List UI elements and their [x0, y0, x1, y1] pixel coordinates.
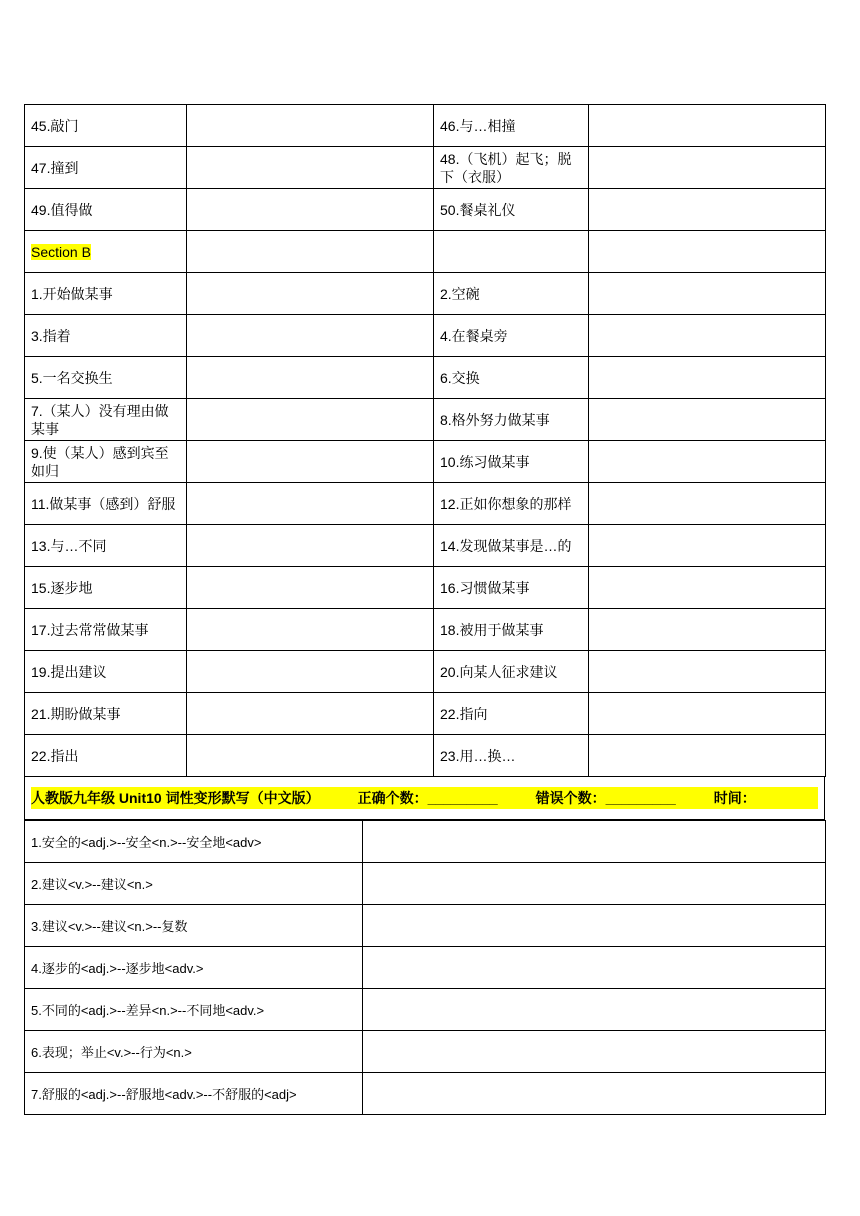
section-b-label: Section B: [31, 243, 91, 260]
answer-cell[interactable]: [187, 651, 434, 693]
table-row: [25, 1030, 826, 1072]
answer-cell[interactable]: [589, 735, 826, 777]
answer-cell[interactable]: [187, 147, 434, 189]
answer-cell[interactable]: [187, 567, 434, 609]
answer-cell[interactable]: [589, 441, 826, 483]
prompt-cell: [434, 147, 589, 189]
table-row: [25, 946, 826, 988]
prompt-cell: [25, 315, 187, 357]
prompt-cell: [25, 105, 187, 147]
prompt-cell: [25, 399, 187, 441]
prompt-text: 48.（飞机）起飞；脱下（衣服）: [440, 150, 572, 185]
prompt-cell: [25, 609, 187, 651]
answer-cell[interactable]: [589, 525, 826, 567]
table-row: [25, 105, 826, 147]
prompt-text: 11.做某事（感到）舒服: [31, 495, 176, 512]
answer-cell[interactable]: [363, 1072, 826, 1114]
prompt-cell: [25, 946, 363, 988]
worksheet-title: 人教版九年级 Unit10 词性变形默写（中文版）: [31, 789, 320, 806]
answer-cell[interactable]: [363, 946, 826, 988]
answer-cell[interactable]: [363, 988, 826, 1030]
answer-cell[interactable]: [589, 189, 826, 231]
answer-cell[interactable]: [589, 357, 826, 399]
answer-cell[interactable]: [589, 315, 826, 357]
prompt-cell: [434, 231, 589, 273]
prompt-cell: [25, 988, 363, 1030]
prompt-text: 17.过去常常做某事: [31, 621, 149, 638]
answer-cell[interactable]: [187, 357, 434, 399]
prompt-text: 2.建议<v.>--建议<n.>: [31, 876, 153, 892]
prompt-text: 4.逐步的<adj.>--逐步地<adv.>: [31, 960, 204, 976]
vocab-table: [24, 104, 826, 777]
answer-cell[interactable]: [187, 399, 434, 441]
answer-cell[interactable]: [589, 273, 826, 315]
title-row: [25, 777, 825, 819]
prompt-text: 7.舒服的<adj.>--舒服地<adv.>--不舒服的<adj>: [31, 1086, 297, 1102]
prompt-cell: [434, 735, 589, 777]
table-row: [25, 988, 826, 1030]
answer-cell[interactable]: [187, 609, 434, 651]
table-row: [25, 189, 826, 231]
prompt-cell: [25, 231, 187, 273]
prompt-cell: [434, 567, 589, 609]
answer-cell[interactable]: [589, 567, 826, 609]
prompt-cell: [434, 441, 589, 483]
prompt-cell: [434, 693, 589, 735]
prompt-cell: [25, 525, 187, 567]
prompt-text: 5.不同的<adj.>--差异<n.>--不同地<adv.>: [31, 1002, 265, 1018]
answer-cell[interactable]: [187, 483, 434, 525]
worksheet: [24, 104, 825, 1115]
prompt-text: 19.提出建议: [31, 663, 107, 680]
answer-cell[interactable]: [363, 820, 826, 862]
table-row: [25, 441, 826, 483]
prompt-text: 45.敲门: [31, 117, 79, 134]
answer-cell[interactable]: [363, 862, 826, 904]
prompt-text: 49.值得做: [31, 201, 93, 218]
prompt-text: 50.餐桌礼仪: [440, 201, 516, 218]
prompt-cell: [434, 273, 589, 315]
prompt-cell: [25, 904, 363, 946]
prompt-cell: [25, 273, 187, 315]
table-row: [25, 820, 826, 862]
prompt-text: 14.发现做某事是…的: [440, 537, 572, 554]
answer-cell[interactable]: [187, 105, 434, 147]
table-row: [25, 693, 826, 735]
prompt-cell: [25, 1072, 363, 1114]
prompt-cell: [434, 483, 589, 525]
prompt-cell: [434, 525, 589, 567]
answer-cell[interactable]: [187, 189, 434, 231]
prompt-text: 15.逐步地: [31, 579, 93, 596]
answer-cell[interactable]: [363, 904, 826, 946]
title-highlight: [31, 787, 818, 809]
answer-cell[interactable]: [589, 483, 826, 525]
answer-cell[interactable]: [187, 273, 434, 315]
prompt-cell: [434, 357, 589, 399]
prompt-cell: [434, 609, 589, 651]
prompt-cell: [434, 315, 589, 357]
answer-cell[interactable]: [589, 105, 826, 147]
answer-cell[interactable]: [589, 693, 826, 735]
answer-cell[interactable]: [589, 147, 826, 189]
table-row: [25, 525, 826, 567]
answer-cell[interactable]: [187, 525, 434, 567]
prompt-text: 4.在餐桌旁: [440, 327, 508, 344]
prompt-text: 6.表现；举止<v.>--行为<n.>: [31, 1044, 192, 1060]
prompt-cell: [25, 189, 187, 231]
answer-cell[interactable]: [187, 441, 434, 483]
prompt-text: 16.习惯做某事: [440, 579, 530, 596]
prompt-cell: [434, 105, 589, 147]
answer-cell[interactable]: [589, 231, 826, 273]
prompt-cell: [25, 567, 187, 609]
answer-cell[interactable]: [589, 399, 826, 441]
prompt-cell: [25, 441, 187, 483]
prompt-cell: [434, 399, 589, 441]
table-row: [25, 273, 826, 315]
prompt-text: 3.指着: [31, 327, 71, 344]
prompt-text: 2.空碗: [440, 285, 480, 302]
wordform-table-body: [25, 820, 826, 1114]
prompt-text: 3.建议<v.>--建议<n.>--复数: [31, 918, 188, 934]
title-cell: [25, 777, 825, 819]
prompt-cell: [434, 189, 589, 231]
prompt-cell: [25, 862, 363, 904]
table-row: [25, 315, 826, 357]
table-row: [25, 483, 826, 525]
wordform-table: [24, 820, 826, 1115]
table-row: [25, 147, 826, 189]
table-row: [25, 1072, 826, 1114]
answer-cell[interactable]: [589, 651, 826, 693]
table-row: [25, 399, 826, 441]
answer-cell[interactable]: [187, 735, 434, 777]
table-row: [25, 735, 826, 777]
prompt-cell: [25, 357, 187, 399]
prompt-text: 9.使（某人）感到宾至如归: [31, 444, 169, 479]
prompt-text: 13.与…不同: [31, 537, 107, 554]
prompt-text: 22.指出: [31, 747, 79, 764]
table-row: [25, 609, 826, 651]
answer-cell[interactable]: [187, 693, 434, 735]
table-row: [25, 567, 826, 609]
correct-count-label: 正确个数：_________: [357, 789, 498, 806]
prompt-text: 5.一名交换生: [31, 369, 113, 386]
prompt-text: 1.安全的<adj.>--安全<n.>--安全地<adv>: [31, 834, 262, 850]
table-row: [25, 904, 826, 946]
prompt-text: 10.练习做某事: [440, 453, 530, 470]
prompt-cell: [25, 483, 187, 525]
table-row: [25, 651, 826, 693]
answer-cell[interactable]: [363, 1030, 826, 1072]
prompt-cell: [434, 651, 589, 693]
vocab-table-body: [25, 105, 826, 777]
table-row: [25, 231, 826, 273]
prompt-text: 23.用…换…: [440, 747, 516, 764]
prompt-text: 8.格外努力做某事: [440, 411, 550, 428]
wrong-count-label: 错误个数：_________: [535, 789, 676, 806]
prompt-cell: [25, 820, 363, 862]
answer-cell[interactable]: [187, 231, 434, 273]
prompt-cell: [25, 693, 187, 735]
prompt-text: 22.指向: [440, 705, 488, 722]
prompt-text: 47.撞到: [31, 159, 79, 176]
prompt-text: 6.交换: [440, 369, 480, 386]
answer-cell[interactable]: [187, 315, 434, 357]
prompt-cell: [25, 1030, 363, 1072]
table-row: [25, 357, 826, 399]
prompt-text: 20.向某人征求建议: [440, 663, 558, 680]
answer-cell[interactable]: [589, 609, 826, 651]
prompt-cell: [25, 147, 187, 189]
prompt-cell: [25, 735, 187, 777]
prompt-text: 46.与…相撞: [440, 117, 516, 134]
prompt-text: 21.期盼做某事: [31, 705, 121, 722]
prompt-text: 1.开始做某事: [31, 285, 113, 302]
time-label: 时间：: [713, 789, 756, 806]
prompt-text: 7.（某人）没有理由做某事: [31, 402, 169, 437]
prompt-text: 18.被用于做某事: [440, 621, 544, 638]
prompt-cell: [25, 651, 187, 693]
table-row: [25, 862, 826, 904]
title-bar-table: [24, 777, 825, 820]
prompt-text: 12.正如你想象的那样: [440, 495, 572, 512]
